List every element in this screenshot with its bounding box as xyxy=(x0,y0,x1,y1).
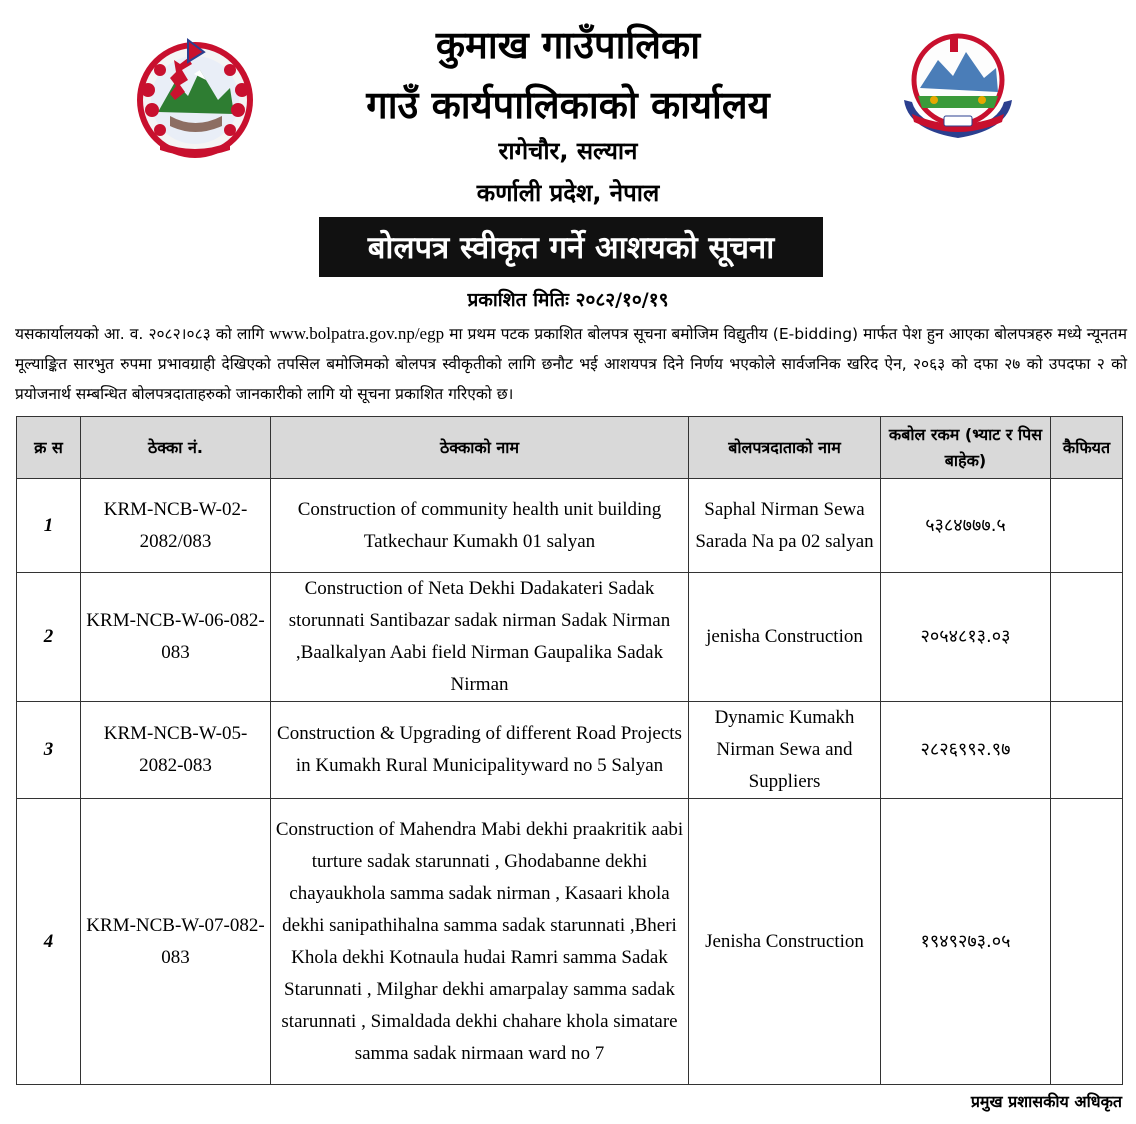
signature-designation: प्रमुख प्रशासकीय अधिकृत xyxy=(970,1092,1122,1111)
table-row xyxy=(17,479,1123,573)
header-sn: क्र स xyxy=(17,417,81,479)
notice-header xyxy=(0,0,1136,280)
intro-text-2: मा प्रथम पटक प्रकाशित बोलपत्र सूचना बमोजिम विद्युतीय (E-bidding) मार्फत पेश हुन आएका बोलपत्रहरु मध्ये न्यूनतम मूल्याङ्कित सारभुत रुपमा प्रभावग्राही देखिएको तपसिल बमोजिमको बोलपत्र स्वीकृतीको लागि छनौट भई आशयपत्र दिने निर्णय भएकोले सार्वजनिक खरिद ऐन, २०६३ को दफा २७ को उपदफा २ को प्रयोजनार्थ सम्बन्धित बोलपत्रदाताहरुको जानकारीको लागि यो सूचना प्रकाशित गरिएको छ। xyxy=(15,325,1127,403)
table-row xyxy=(17,799,1123,1085)
cell-contract-no: KRM-NCB-W-06-082-083 xyxy=(81,573,271,702)
table-row xyxy=(17,573,1123,702)
office-province: कर्णाली प्रदेश, नेपाल xyxy=(476,179,660,207)
egp-link[interactable]: www.bolpatra.gov.np/egp xyxy=(269,324,445,343)
cell-bidder: Dynamic Kumakh Nirman Sewa and Suppliers xyxy=(689,702,881,799)
header-contract-no: ठेक्का नं. xyxy=(81,417,271,479)
municipality-name: कुमाख गाउँपालिका xyxy=(435,23,701,67)
cell-contract-name: Construction & Upgrading of different Road Projects in Kumakh Rural Municipalityward no 5 Salyan xyxy=(271,702,689,799)
table-row xyxy=(17,702,1123,799)
cell-remarks xyxy=(1051,573,1123,702)
cell-bidder: Saphal Nirman Sewa Sarada Na pa 02 salyan xyxy=(689,479,881,573)
cell-amount: २०५४८१३.०३ xyxy=(881,573,1051,702)
header-amount: कबोल रकम (भ्याट र पिस बाहेक) xyxy=(881,417,1051,479)
cell-amount: २८२६९९२.९७ xyxy=(881,702,1051,799)
cell-contract-no: KRM-NCB-W-05-2082-083 xyxy=(81,702,271,799)
cell-sn: 1 xyxy=(17,479,81,573)
cell-contract-name: Construction of Mahendra Mabi dekhi praakritik aabi turture sadak starunnati , Ghodabanne dekhi chayaukhola samma sadak nirman , Kasaari khola dekhi sanipathihalna samma sadak starunnati ,Bheri Khola dekhi Kotnaula hudai Ramri samma Sadak Starunnati , Milghar dekhi amarpalay samma sadak starunnati , Simaldada dekhi chahare khola simatare samma sadak nirmaan ward no 7 xyxy=(271,799,689,1085)
publish-date: प्रकाशित मितिः २०८२/१०/१९ xyxy=(467,289,669,311)
cell-remarks xyxy=(1051,799,1123,1085)
intro-paragraph xyxy=(15,319,1127,409)
cell-contract-no: KRM-NCB-W-02-2082/083 xyxy=(81,479,271,573)
cell-bidder: jenisha Construction xyxy=(689,573,881,702)
cell-amount: ५३८४७७७.५ xyxy=(881,479,1051,573)
cell-bidder: Jenisha Construction xyxy=(689,799,881,1085)
cell-sn: 2 xyxy=(17,573,81,702)
table-header-row xyxy=(17,417,1123,479)
cell-contract-no: KRM-NCB-W-07-082-083 xyxy=(81,799,271,1085)
header-remarks: कैफियत xyxy=(1051,417,1123,479)
office-name: गाउँ कार्यपालिकाको कार्यालय xyxy=(366,83,770,127)
cell-contract-name: Construction of Neta Dekhi Dadakateri Sadak storunnati Santibazar sadak nirman Sadak Nirman ,Baalkalyan Aabi field Nirman Gaupalika Sadak Nirman xyxy=(271,573,689,702)
cell-amount: १९४९२७३.०५ xyxy=(881,799,1051,1085)
cell-remarks xyxy=(1051,479,1123,573)
office-location: रागेचौर, सल्यान xyxy=(498,137,638,165)
notice-title-banner: बोलपत्र स्वीकृत गर्ने आशयको सूचना xyxy=(319,217,823,277)
cell-sn: 4 xyxy=(17,799,81,1085)
header-bidder: बोलपत्रदाताको नाम xyxy=(689,417,881,479)
cell-sn: 3 xyxy=(17,702,81,799)
contract-table xyxy=(16,416,1123,1085)
header-contract-name: ठेक्काको नाम xyxy=(271,417,689,479)
intro-text-1: यसकार्यालयको आ. व. २०८२।०८३ को लागि xyxy=(15,325,270,343)
cell-contract-name: Construction of community health unit building Tatkechaur Kumakh 01 salyan xyxy=(271,479,689,573)
cell-remarks xyxy=(1051,702,1123,799)
